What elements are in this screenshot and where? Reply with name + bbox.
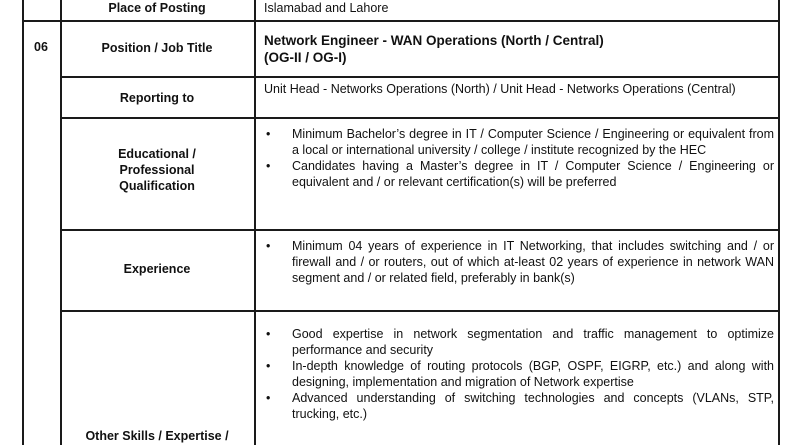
table-border-left bbox=[22, 0, 24, 445]
list-item: • Candidates having a Master’s degree in IT / Computer Science / Engineering or equivalent and / or relevant certification(s) will be preferred bbox=[266, 159, 774, 189]
reporting-value: Unit Head - Networks Operations (North) / Unit Head - Networks Operations (Central) bbox=[264, 82, 736, 96]
bullet-icon: • bbox=[266, 127, 271, 141]
bullet-icon: • bbox=[266, 359, 271, 373]
place-of-posting-label: Place of Posting bbox=[108, 1, 206, 15]
position-label: Position / Job Title bbox=[101, 41, 213, 55]
row-divider-posting bbox=[22, 20, 780, 22]
skills-label: Other Skills / Expertise / bbox=[85, 429, 229, 443]
row-divider-reporting bbox=[60, 117, 780, 119]
list-item: • Minimum Bachelor’s degree in IT / Computer Science / Engineering or equivalent from a local or international university / college / institute recognized by the HEC bbox=[266, 127, 774, 157]
education-list bbox=[264, 126, 774, 190]
list-item: • Advanced understanding of switching technologies and concepts (VLANs, STP, trucking, etc.) bbox=[266, 391, 774, 421]
table-divider-label bbox=[254, 0, 256, 445]
bullet-icon: • bbox=[266, 239, 271, 253]
list-item: • Minimum 04 years of experience in IT Networking, that includes switching and / or firewall and / or routers, out of which at-least 02 years of experience in network WAN segment and / or related field, preferably in bank(s) bbox=[266, 239, 774, 285]
position-number: 06 bbox=[34, 40, 48, 54]
list-item: • In-depth knowledge of routing protocols (BGP, OSPF, EIGRP, etc.) and along with designing, implementation and migration of Network expertise bbox=[266, 359, 774, 389]
bullet-icon: • bbox=[266, 327, 271, 341]
row-divider-education bbox=[60, 229, 780, 231]
table-border-right bbox=[778, 0, 780, 445]
education-label-line3: Qualification bbox=[119, 179, 195, 193]
experience-label: Experience bbox=[123, 262, 191, 276]
row-divider-experience bbox=[60, 310, 780, 312]
position-title-line2: (OG-II / OG-I) bbox=[264, 50, 347, 65]
list-item: • Good expertise in network segmentation and traffic management to optimize performance and security bbox=[266, 327, 774, 357]
bullet-icon: • bbox=[266, 391, 271, 405]
experience-list bbox=[264, 238, 774, 286]
table-divider-number bbox=[60, 0, 62, 445]
education-label-line1: Educational / bbox=[118, 147, 196, 161]
row-divider-position bbox=[60, 76, 780, 78]
education-label bbox=[62, 146, 252, 194]
position-title-line1: Network Engineer - WAN Operations (North / Central) bbox=[264, 33, 604, 48]
skills-list bbox=[264, 326, 774, 422]
bullet-icon: • bbox=[266, 159, 271, 173]
reporting-label: Reporting to bbox=[119, 91, 195, 105]
position-title bbox=[264, 32, 774, 66]
place-of-posting-value: Islamabad and Lahore bbox=[264, 1, 389, 15]
education-label-line2: Professional bbox=[119, 163, 195, 177]
